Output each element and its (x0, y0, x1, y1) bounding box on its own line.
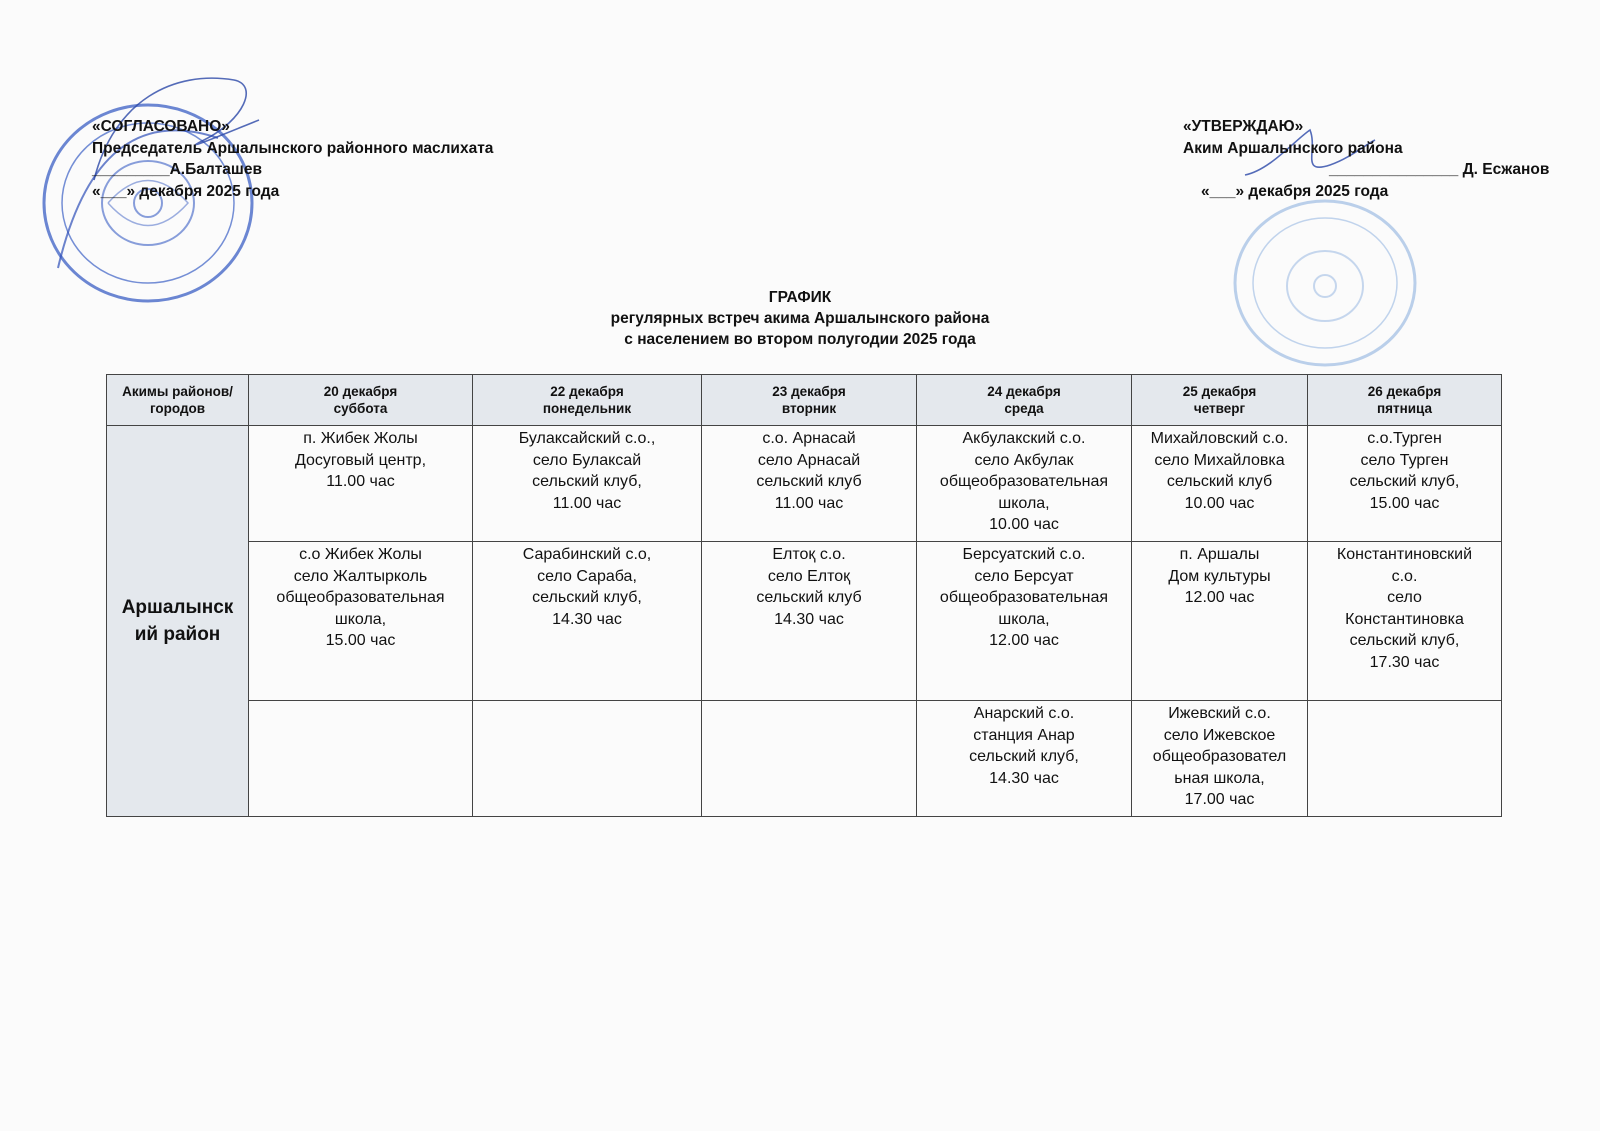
column-day: вторник (781, 401, 837, 416)
cell-line: Елтоқ с.о. (772, 546, 846, 563)
schedule-table (106, 374, 1502, 817)
cell-line: с.о. (1391, 567, 1418, 585)
column-day: четверг (1193, 401, 1246, 416)
column-day: среда (1004, 401, 1044, 416)
cell-line: село Арнасай (757, 451, 861, 469)
cell-line: школа, (998, 610, 1050, 628)
column-date: 23 декабря (772, 384, 846, 399)
schedule-cell (249, 542, 473, 701)
cell-line: ьная школа, (1174, 769, 1265, 787)
cell-line: село (1387, 589, 1422, 606)
cell-line: село Михайловка (1154, 451, 1285, 469)
schedule-cell (473, 426, 702, 542)
cell-line: Константиновка (1345, 610, 1464, 628)
cell-line: 15.00 час (1369, 494, 1440, 512)
approved-heading: «УТВЕРЖДАЮ» (1183, 118, 1304, 135)
cell-line: сельский клуб (756, 473, 862, 490)
table-row (107, 542, 1502, 701)
cell-line: 14.30 час (552, 610, 622, 628)
cell-line: п. Жибек Жолы (303, 430, 418, 447)
cell-line: 10.00 час (989, 516, 1059, 533)
schedule-cell (917, 426, 1132, 542)
cell-line: 12.00 час (989, 632, 1059, 649)
cell-line: с.о Жибек Жолы (299, 546, 422, 563)
table-row (107, 701, 1502, 817)
agreed-heading: «СОГЛАСОВАНО» (92, 118, 230, 135)
schedule-cell (473, 701, 702, 817)
cell-line: общеобразовательная (939, 589, 1109, 606)
cell-line: Берсуатский с.о. (962, 546, 1086, 563)
approved-position: Аким Аршалынского района (1183, 139, 1403, 157)
schedule-cell (473, 542, 702, 701)
column-date: 22 декабря (550, 384, 624, 399)
schedule-cell (249, 426, 473, 542)
column-date: 20 декабря (323, 384, 398, 399)
corner-header-line: городов (149, 401, 206, 416)
cell-line: 10.00 час (1184, 494, 1255, 512)
cell-line: село Жалтырколь (293, 567, 428, 585)
district-name-line: ий район (134, 624, 221, 645)
cell-line: село Берсуат (974, 567, 1074, 585)
cell-line: Дом культуры (1168, 567, 1271, 585)
agreed-block (92, 116, 493, 202)
schedule-cell (702, 426, 917, 542)
schedule-cell (702, 542, 917, 701)
cell-line: 17.30 час (1369, 653, 1440, 671)
schedule-cell (702, 701, 917, 817)
cell-line: Булаксайский с.о., (518, 430, 656, 447)
cell-line: станция Анар (973, 726, 1075, 744)
schedule-cell (1308, 701, 1502, 817)
cell-line: сельский клуб, (532, 589, 642, 606)
cell-line: сельский клуб, (1349, 632, 1460, 649)
cell-line: сельский клуб, (969, 748, 1079, 765)
approved-date-line: «___» декабря 2025 года (1201, 182, 1389, 200)
cell-line: с.о. Арнасай (762, 430, 856, 447)
cell-line: Ижевский с.о. (1168, 705, 1271, 722)
agreed-position: Председатель Аршалынского районного маслихата (92, 139, 494, 157)
title-line-2: регулярных встреч акима Аршалынского района (610, 310, 990, 327)
schedule-cell (917, 701, 1132, 817)
district-cell (107, 426, 249, 817)
column-date: 25 декабря (1182, 384, 1257, 399)
cell-line: 14.30 час (774, 610, 844, 628)
column-date: 24 декабря (987, 384, 1061, 399)
cell-line: школа, (998, 494, 1050, 512)
corner-header-line: Акимы районов/ (122, 384, 233, 399)
approved-signature-line: _______________ Д. Есжанов (1329, 161, 1550, 178)
cell-line: сельский клуб, (532, 473, 642, 490)
column-header (1132, 375, 1308, 426)
cell-line: 17.00 час (1184, 791, 1255, 808)
column-day: суббота (333, 401, 388, 416)
cell-line: общеобразовател (1152, 748, 1287, 765)
cell-line: 15.00 час (325, 632, 396, 649)
table-row (107, 426, 1502, 542)
corner-header (107, 375, 249, 426)
column-day: понедельник (542, 401, 632, 416)
schedule-cell (1132, 542, 1308, 701)
cell-line: село Булаксай (532, 451, 642, 469)
cell-line: 14.30 час (989, 769, 1059, 787)
approved-block (1183, 116, 1549, 202)
cell-line: сельский клуб (756, 589, 862, 606)
column-day: пятница (1376, 401, 1433, 416)
schedule-body (107, 426, 1502, 817)
agreed-date-line: «___» декабря 2025 года (92, 182, 280, 200)
cell-line: 12.00 час (1184, 589, 1255, 606)
cell-line: 11.00 час (552, 494, 622, 512)
cell-line: общеобразовательная (939, 473, 1109, 490)
cell-line: село Ижевское (1163, 726, 1276, 744)
cell-line: село Сараба, (537, 567, 637, 585)
document-title (0, 287, 1600, 350)
schedule-cell (917, 542, 1132, 701)
title-line-1: ГРАФИК (768, 289, 832, 306)
column-header (1308, 375, 1502, 426)
schedule-cell (1308, 426, 1502, 542)
column-header (917, 375, 1132, 426)
district-name-line: Аршалынск (121, 597, 234, 618)
title-line-3: с населением во втором полугодии 2025 года (624, 331, 976, 348)
column-header (702, 375, 917, 426)
cell-line: 11.00 час (326, 473, 395, 490)
table-header-row (107, 375, 1502, 426)
cell-line: с.о.Турген (1367, 430, 1442, 447)
cell-line: Акбулакский с.о. (962, 430, 1086, 447)
agreed-signature-line: _________А.Балташев (92, 161, 262, 178)
column-header (249, 375, 473, 426)
cell-line: п. Аршалы (1179, 546, 1260, 563)
cell-line: Анарский с.о. (973, 705, 1075, 722)
cell-line: Константиновский (1336, 546, 1473, 563)
cell-line: Сарабинский с.о, (522, 546, 652, 563)
cell-line: общеобразовательная (276, 589, 445, 606)
cell-line: село Акбулак (974, 451, 1074, 469)
schedule-cell (1132, 701, 1308, 817)
cell-line: сельский клуб (1166, 473, 1273, 490)
cell-line: село Елтоқ (767, 567, 851, 585)
cell-line: сельский клуб, (1349, 473, 1460, 490)
schedule-cell (1308, 542, 1502, 701)
cell-line: Михайловский с.о. (1150, 430, 1289, 447)
cell-line: 11.00 час (774, 494, 844, 512)
column-header (473, 375, 702, 426)
cell-line: школа, (334, 610, 387, 628)
schedule-cell (249, 701, 473, 817)
column-date: 26 декабря (1367, 384, 1442, 399)
cell-line: Досуговый центр, (294, 451, 427, 469)
schedule-cell (1132, 426, 1308, 542)
cell-line: село Турген (1360, 451, 1449, 469)
